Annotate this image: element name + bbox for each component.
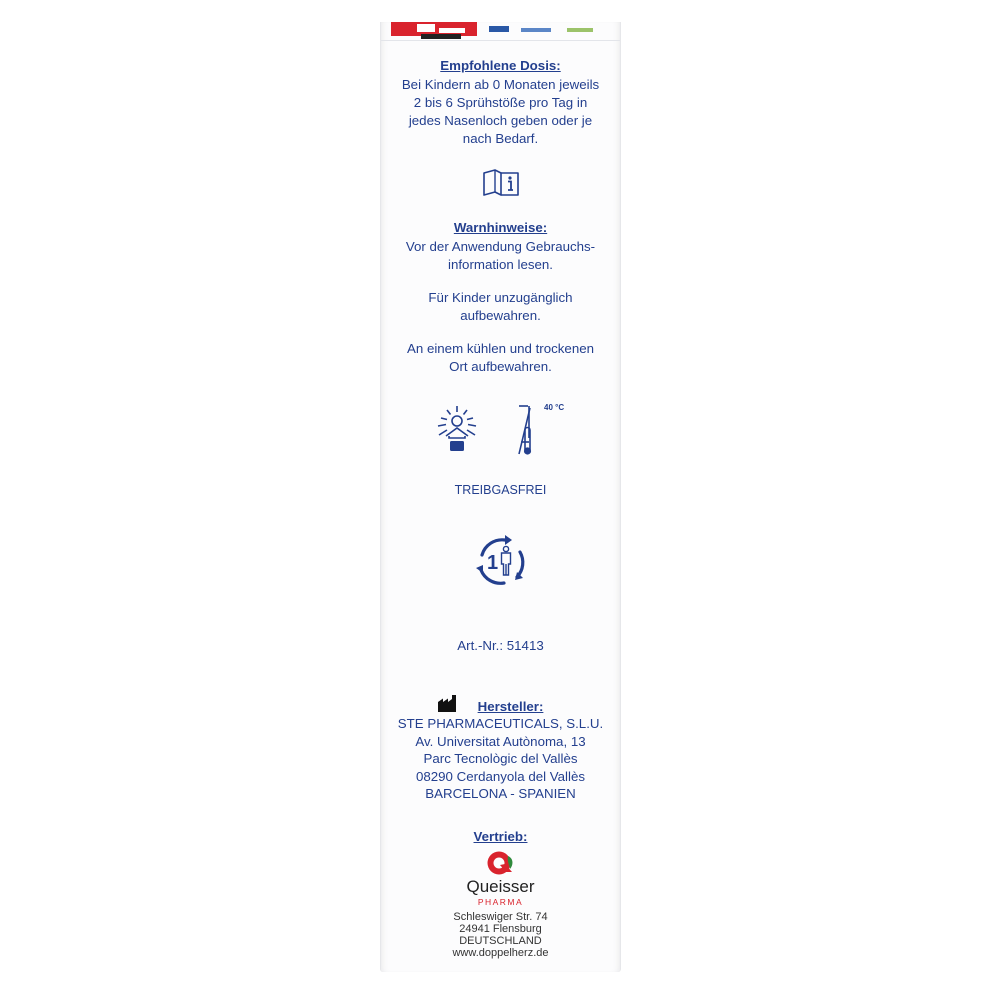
manufacturer-line-1: STE PHARMACEUTICALS, S.L.U. — [397, 716, 604, 731]
brand-name: Queisser — [466, 877, 535, 896]
propellant-free-label: TREIBGASFREI — [454, 483, 547, 497]
distributor-address-3: DEUTSCHLAND — [459, 935, 542, 947]
dosage-line-4: nach Bedarf. — [462, 131, 539, 146]
warning-1-line-2: information lesen. — [448, 257, 553, 272]
warning-1-line-1: Vor der Anwendung Gebrauchs- — [405, 239, 596, 254]
dosage-line-1: Bei Kindern ab 0 Monaten jeweils — [401, 77, 600, 92]
temperature-limit-icon — [517, 404, 539, 456]
dosage-line-2: 2 bis 6 Sprühstöße pro Tag in — [413, 95, 588, 110]
manufacturer-line-4: 08290 Cerdanyola del Vallès — [415, 769, 586, 784]
warnings-heading: Warnhinweise: — [453, 220, 548, 235]
warning-3-line-2: Ort aufbewahren. — [449, 359, 552, 374]
package-side-panel — [380, 22, 621, 972]
dosage-line-3: jedes Nasenloch geben oder je — [408, 113, 593, 128]
brand-sub: PHARMA — [477, 897, 524, 907]
top-flap-print — [381, 22, 620, 40]
dosage-heading: Empfohlene Dosis: — [440, 58, 561, 73]
info-book-icon — [482, 169, 520, 197]
distributor-website: www.doppelherz.de — [452, 947, 549, 959]
queisser-logo-icon — [486, 850, 516, 876]
single-patient-use-icon — [472, 532, 530, 590]
manufacturer-line-3: Parc Tecnològic del Vallès — [423, 751, 578, 766]
manufacturer-heading: Hersteller: — [477, 699, 544, 714]
warning-3-line-1: An einem kühlen und trockenen — [406, 341, 595, 356]
article-number: Art.-Nr.: 51413 — [457, 638, 544, 653]
warning-2-line-1: Für Kinder unzugänglich — [428, 290, 573, 305]
keep-away-from-sunlight-icon — [433, 404, 485, 454]
manufacturer-line-2: Av. Universitat Autònoma, 13 — [415, 734, 586, 749]
manufacturer-line-5: BARCELONA - SPANIEN — [425, 786, 576, 801]
single-use-number: 1 — [487, 552, 499, 574]
temperature-label: 40 °C — [544, 403, 565, 412]
distributor-address-2: 24941 Flensburg — [459, 923, 542, 935]
distributor-heading: Vertrieb: — [473, 829, 528, 844]
distributor-address-1: Schleswiger Str. 74 — [453, 911, 548, 923]
warning-2-line-2: aufbewahren. — [460, 308, 541, 323]
